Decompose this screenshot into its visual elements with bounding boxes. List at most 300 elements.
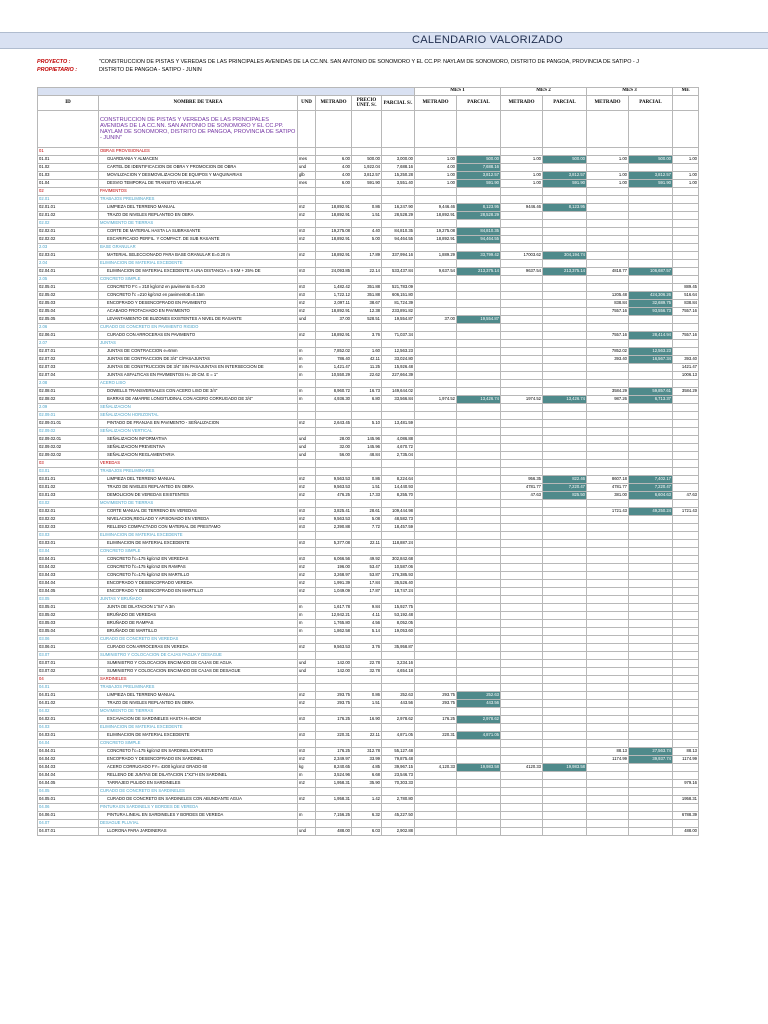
cell-p: 5.08: [352, 516, 382, 524]
cell-p3: 49,250.24: [629, 508, 673, 516]
cell-d: DESAGUE PLUVIAL: [99, 820, 298, 828]
cell-m2: [501, 676, 543, 684]
cell-m4: [673, 740, 699, 748]
cell-d: ENCOFRADO Y DESENCOFRADO VEREDA: [99, 580, 298, 588]
cell-m2: [501, 796, 543, 804]
cell-m2: [501, 404, 543, 412]
cell-d: MOVIMIENTO DE TIERRAS: [99, 500, 298, 508]
cell-p1: [457, 196, 501, 204]
cell-u: und: [298, 452, 316, 460]
cell-m1: [415, 404, 457, 412]
cell-m2: [501, 444, 543, 452]
cell-m4: [673, 676, 699, 684]
cell-m2: [501, 348, 543, 356]
cell-m3: [587, 212, 629, 220]
cell-p1: [457, 540, 501, 548]
cell-m4: [673, 148, 699, 156]
cell-id: 02.01: [38, 196, 99, 204]
cell-t: [382, 636, 415, 644]
cell-p1: [457, 628, 501, 636]
cell-d: DESVIO TEMPORAL DE TRANSITO VEHICULAR: [99, 180, 298, 188]
cell-p2: [543, 460, 587, 468]
cell-d: SEÑALIZACION REGLAMENTARIA: [99, 452, 298, 460]
cell-m3: [587, 188, 629, 196]
cell-u: m2: [298, 332, 316, 340]
table-row: [38, 588, 699, 596]
cell-m3: 8607.18: [587, 476, 629, 484]
cell-m4: [673, 348, 699, 356]
cell-m3: [587, 380, 629, 388]
cell-p3: [629, 804, 673, 812]
cell-m2: 1.00: [501, 180, 543, 188]
cell-m: 1,958.31: [316, 780, 352, 788]
cell-id: 03.06: [38, 636, 99, 644]
cell-p3: [629, 404, 673, 412]
cell-p: 17.84: [352, 580, 382, 588]
table-row: [38, 812, 699, 820]
cell-id: 04.02: [38, 708, 99, 716]
cell-p3: [629, 564, 673, 572]
cell-p3: 28,414.94: [629, 332, 673, 340]
cell-id: 2.09: [38, 404, 99, 412]
cell-u: kg: [298, 764, 316, 772]
cell-u: [298, 404, 316, 412]
cell-m4: [673, 596, 699, 604]
cell-m2: [501, 596, 543, 604]
cell-d: JUNTAS: [99, 340, 298, 348]
cell-m2: [501, 772, 543, 780]
cell-m2: [501, 740, 543, 748]
cell-m3: [587, 724, 629, 732]
cell-d: CURADO DE CONCRETO EN VEREDAS: [99, 636, 298, 644]
cell-id: 02.08.01: [38, 388, 99, 396]
cell-m1: [415, 628, 457, 636]
cell-p2: [543, 292, 587, 300]
cell-m2: [501, 164, 543, 172]
cell-d: TRAZO DE NIVELES REPLANTEO EN OBRA: [99, 700, 298, 708]
cell-m1: [415, 260, 457, 268]
cell-p: [352, 276, 382, 284]
cell-d: LEVANTAMIENTO DE BUZONES EXISTENTES A NIVEL DE RASANTE: [99, 316, 298, 324]
cell-p1: 7,688.16: [457, 164, 501, 172]
cell-p: [352, 260, 382, 268]
cell-m3: [587, 692, 629, 700]
cell-m4: [673, 204, 699, 212]
cell-m: 18,892.91: [316, 252, 352, 260]
cell-m: 293.75: [316, 692, 352, 700]
cell-p1: [457, 332, 501, 340]
cell-p3: [629, 316, 673, 324]
cell-m2: [501, 684, 543, 692]
cell-m1: [415, 300, 457, 308]
cell-m1: 4.00: [415, 164, 457, 172]
cell-p3: [629, 660, 673, 668]
table-row: [38, 572, 699, 580]
cell-id: 02.05.03: [38, 300, 99, 308]
table-row: [38, 668, 699, 676]
cell-m: 18,892.91: [316, 236, 352, 244]
cell-t: 18,747.24: [382, 588, 415, 596]
cell-m2: [501, 244, 543, 252]
cell-m1: [415, 484, 457, 492]
subsection-row: [38, 724, 699, 732]
cell-p3: 3,812.57: [629, 172, 673, 180]
cell-p: 6.03: [352, 828, 382, 836]
cell-t: [382, 428, 415, 436]
cell-m4: [673, 524, 699, 532]
cell-d: SUMINISTRO Y COLOCACION DE CAJAS PAGUA Y DESAGUE: [99, 652, 298, 660]
cell-m1: [415, 324, 457, 332]
cell-u: [298, 548, 316, 556]
cell-p2: [543, 796, 587, 804]
cell-m3: [587, 740, 629, 748]
cell-p: 1,922.04: [352, 164, 382, 172]
cell-d: JUNTAS DE CONTRACCION DE 3/4" C/PASAJUNTAS: [99, 356, 298, 364]
cell-m3: [587, 732, 629, 740]
cell-p3: [629, 668, 673, 676]
cell-p: 6.68: [352, 772, 382, 780]
cell-m3: [587, 500, 629, 508]
cell-d: SEÑALIZACION HORIZONTAL: [99, 412, 298, 420]
cell-p2: [543, 284, 587, 292]
cell-u: [298, 380, 316, 388]
cell-t: [382, 532, 415, 540]
cell-t: 109,444.98: [382, 508, 415, 516]
cell-p: 312.78: [352, 748, 382, 756]
cell-p2: [543, 652, 587, 660]
cell-u: [298, 260, 316, 268]
table-row: [38, 172, 699, 180]
cell-m: 1,722.12: [316, 292, 352, 300]
propietario-value: DISTRITO DE PANGOA - SATIPO - JUNIN: [99, 67, 202, 73]
cell-m1: 1,889.29: [415, 252, 457, 260]
cell-m: 2,097.11: [316, 300, 352, 308]
cell-p: 6.32: [352, 812, 382, 820]
cell-m2: [501, 284, 543, 292]
cell-id: 02.01.01: [38, 204, 99, 212]
cell-p3: [629, 436, 673, 444]
cell-id: 04.07: [38, 820, 99, 828]
cell-p3: [629, 684, 673, 692]
cell-m1: [415, 652, 457, 660]
cell-p3: [629, 532, 673, 540]
cell-p: [352, 820, 382, 828]
cell-t: 18,457.59: [382, 524, 415, 532]
cell-p3: [629, 708, 673, 716]
cell-t: 3,234.16: [382, 660, 415, 668]
cell-p1: [457, 636, 501, 644]
col-id: ID: [38, 96, 99, 111]
cell-m4: [673, 540, 699, 548]
cell-m3: 4818.77: [587, 268, 629, 276]
cell-p1: 8,123.95: [457, 204, 501, 212]
col-parcial: PARCIAL S/.: [382, 96, 415, 111]
cell-id: 04.07.01: [38, 828, 99, 836]
col-precio: PRECIO UNIT. S/.: [352, 96, 382, 111]
cell-p3: 16,567.34: [629, 356, 673, 364]
cell-p2: [543, 340, 587, 348]
cell-p3: [629, 604, 673, 612]
table-row: [38, 796, 699, 804]
column-header-row: [38, 96, 699, 111]
cell-m2: [501, 724, 543, 732]
cell-id: 02.05.05: [38, 316, 99, 324]
cell-u: und: [298, 436, 316, 444]
cell-t: 45,227.50: [382, 812, 415, 820]
cell-m: 786.40: [316, 356, 352, 364]
cell-m3: [587, 828, 629, 836]
cell-m3: 1721.43: [587, 508, 629, 516]
cell-d: MOVIMIENTO DE TIERRAS: [99, 220, 298, 228]
cell-u: m2: [298, 756, 316, 764]
table-row: [38, 612, 699, 620]
cell-m1: [415, 292, 457, 300]
cell-m1: [415, 412, 457, 420]
cell-id: 03.04.05: [38, 588, 99, 596]
cell-m2: [501, 436, 543, 444]
cell-m3: [587, 516, 629, 524]
cell-m1: [415, 276, 457, 284]
cell-p2: [543, 220, 587, 228]
cell-m3: [587, 604, 629, 612]
cell-p: 5.10: [352, 420, 382, 428]
cell-p: [352, 724, 382, 732]
cell-p1: [457, 772, 501, 780]
cell-m2: [501, 316, 543, 324]
cell-u: m: [298, 348, 316, 356]
cell-m3: [587, 364, 629, 372]
cell-p2: 7,220.47: [543, 484, 587, 492]
cell-t: 302,842.68: [382, 556, 415, 564]
cell-m2: [501, 188, 543, 196]
cell-p1: [457, 780, 501, 788]
cell-p2: [543, 348, 587, 356]
cell-u: [298, 740, 316, 748]
cell-t: 8,052.05: [382, 620, 415, 628]
cell-m: 18,892.91: [316, 308, 352, 316]
cell-id: 03.07.02: [38, 668, 99, 676]
table-row: [38, 644, 699, 652]
cell-d: CONCRETO SIMPLE: [99, 740, 298, 748]
cell-p2: [543, 748, 587, 756]
cell-p3: [629, 596, 673, 604]
cell-m: 6,066.56: [316, 556, 352, 564]
cell-m1: [415, 516, 457, 524]
cell-m1: [415, 612, 457, 620]
cell-p3: [629, 276, 673, 284]
cell-id: 02.07.02: [38, 356, 99, 364]
cell-id: 04.04: [38, 740, 99, 748]
cell-u: m3: [298, 524, 316, 532]
cell-d: LLORONA PARA JARDINERAS: [99, 828, 298, 836]
table-row: [38, 780, 699, 788]
cell-m1: [415, 644, 457, 652]
cell-p1: [457, 708, 501, 716]
cell-p1: [457, 588, 501, 596]
table-row: [38, 396, 699, 404]
cell-d: PINTURA LINEAL EN SARDINELES Y BORDES DE VEREDA: [99, 812, 298, 820]
cell-p2: [543, 668, 587, 676]
cell-p3: [629, 380, 673, 388]
table-row: [38, 372, 699, 380]
cell-id: 04.04.04: [38, 772, 99, 780]
cell-p2: [543, 812, 587, 820]
cell-p2: 8,123.95: [543, 204, 587, 212]
cell-u: [298, 684, 316, 692]
cell-p: 32.78: [352, 668, 382, 676]
cell-m2: 47.63: [501, 492, 543, 500]
cell-m1: [415, 540, 457, 548]
cell-m2: [501, 604, 543, 612]
cell-m3: [587, 628, 629, 636]
cell-m2: [501, 748, 543, 756]
cell-u: m2: [298, 484, 316, 492]
cell-p3: [629, 420, 673, 428]
cell-m4: 3584.29: [673, 388, 699, 396]
subsection-row: [38, 636, 699, 644]
cell-u: [298, 468, 316, 476]
cell-m4: [673, 484, 699, 492]
cell-p1: [457, 260, 501, 268]
cell-m2: 1974.52: [501, 396, 543, 404]
table-row: [38, 748, 699, 756]
cell-m1: [415, 812, 457, 820]
cell-p2: [543, 820, 587, 828]
cell-p1: [457, 428, 501, 436]
cell-m2: 17003.62: [501, 252, 543, 260]
cell-p1: [457, 620, 501, 628]
cell-d: GUARDIANIA Y ALMACEN: [99, 156, 298, 164]
cell-d: SEÑALIZACION INFORMATIVA: [99, 436, 298, 444]
table-row: [38, 732, 699, 740]
cell-m1: 1,974.52: [415, 396, 457, 404]
table-row: [38, 236, 699, 244]
cell-p1: [457, 284, 501, 292]
cell-m1: [415, 636, 457, 644]
cell-p1: [457, 748, 501, 756]
cell-m3: 1.00: [587, 172, 629, 180]
cell-t: 8,224.64: [382, 476, 415, 484]
cell-t: 3,551.40: [382, 180, 415, 188]
cell-m: [316, 196, 352, 204]
cell-u: m2: [298, 580, 316, 588]
cell-p1: [457, 276, 501, 284]
cell-m4: [673, 164, 699, 172]
cell-id: 03.05.02: [38, 612, 99, 620]
cell-m3: [587, 540, 629, 548]
cell-p3: 591.90: [629, 180, 673, 188]
cell-p2: [543, 612, 587, 620]
cell-t: 12,563.23: [382, 348, 415, 356]
cell-m2: [501, 692, 543, 700]
cell-t: 8,255.70: [382, 492, 415, 500]
subsection-row: [38, 500, 699, 508]
cell-p: 9.84: [352, 604, 382, 612]
cell-m1: [415, 340, 457, 348]
cell-m2: [501, 652, 543, 660]
cell-m: 18,892.91: [316, 204, 352, 212]
section-row: [38, 148, 699, 156]
cell-t: [382, 196, 415, 204]
cell-t: 4,871.05: [382, 732, 415, 740]
cell-p1: [457, 572, 501, 580]
cell-p1: [457, 348, 501, 356]
cell-t: 233,891.82: [382, 308, 415, 316]
cell-t: [382, 804, 415, 812]
cell-t: 337,994.16: [382, 252, 415, 260]
cell-m1: [415, 548, 457, 556]
cell-id: 04.01.02: [38, 700, 99, 708]
cell-p2: [543, 452, 587, 460]
cell-m: 142.00: [316, 660, 352, 668]
cell-m1: [415, 532, 457, 540]
cell-m: 18,892.91: [316, 332, 352, 340]
cell-id: 2.08: [38, 380, 99, 388]
cell-m3: [587, 532, 629, 540]
cell-p2: [543, 412, 587, 420]
cell-u: m: [298, 628, 316, 636]
cell-p2: [543, 724, 587, 732]
cell-m1: [415, 188, 457, 196]
cell-id: 03.01: [38, 468, 99, 476]
cell-p3: [629, 628, 673, 636]
table-row: [38, 180, 699, 188]
cell-p: [352, 684, 382, 692]
cell-m1: [415, 308, 457, 316]
cell-u: [298, 500, 316, 508]
cell-t: [382, 148, 415, 156]
cell-t: 13,481.59: [382, 420, 415, 428]
cell-p3: [629, 364, 673, 372]
proyecto-label: PROYECTO :: [37, 59, 71, 65]
cell-m3: [587, 284, 629, 292]
cell-m3: 7557.16: [587, 308, 629, 316]
cell-id: 04: [38, 676, 99, 684]
cell-m3: [587, 708, 629, 716]
cell-t: [382, 244, 415, 252]
cell-u: m: [298, 388, 316, 396]
cell-d: VEREDAS: [99, 460, 298, 468]
cell-m1: 293.75: [415, 692, 457, 700]
cell-t: 39,967.15: [382, 764, 415, 772]
cell-p2: [543, 500, 587, 508]
cell-p3: 27,563.74: [629, 748, 673, 756]
table-row: [38, 716, 699, 724]
cell-p2: 3,812.57: [543, 172, 587, 180]
subsection-row: [38, 652, 699, 660]
cell-m2: 1.00: [501, 156, 543, 164]
cell-d: CORTE DE MATERIAL HASTA LA SUBRASANTE: [99, 228, 298, 236]
cell-m4: [673, 452, 699, 460]
cell-m2: [501, 556, 543, 564]
table-row: [38, 348, 699, 356]
cell-p2: [543, 532, 587, 540]
cell-p3: [629, 452, 673, 460]
cell-m4: 7557.16: [673, 332, 699, 340]
cell-m4: [673, 460, 699, 468]
cell-p1: [457, 580, 501, 588]
cell-m4: [673, 652, 699, 660]
cell-m: 1,958.31: [316, 796, 352, 804]
cell-d: SUMINISTRO Y COLOCACION ENCIMADO DE CAJAS DE AGUA: [99, 660, 298, 668]
cell-p3: [629, 548, 673, 556]
cell-p1: [457, 756, 501, 764]
cell-t: [382, 740, 415, 748]
cell-p3: [629, 644, 673, 652]
cell-m: [316, 404, 352, 412]
cell-p2: [543, 372, 587, 380]
cell-p2: [543, 556, 587, 564]
